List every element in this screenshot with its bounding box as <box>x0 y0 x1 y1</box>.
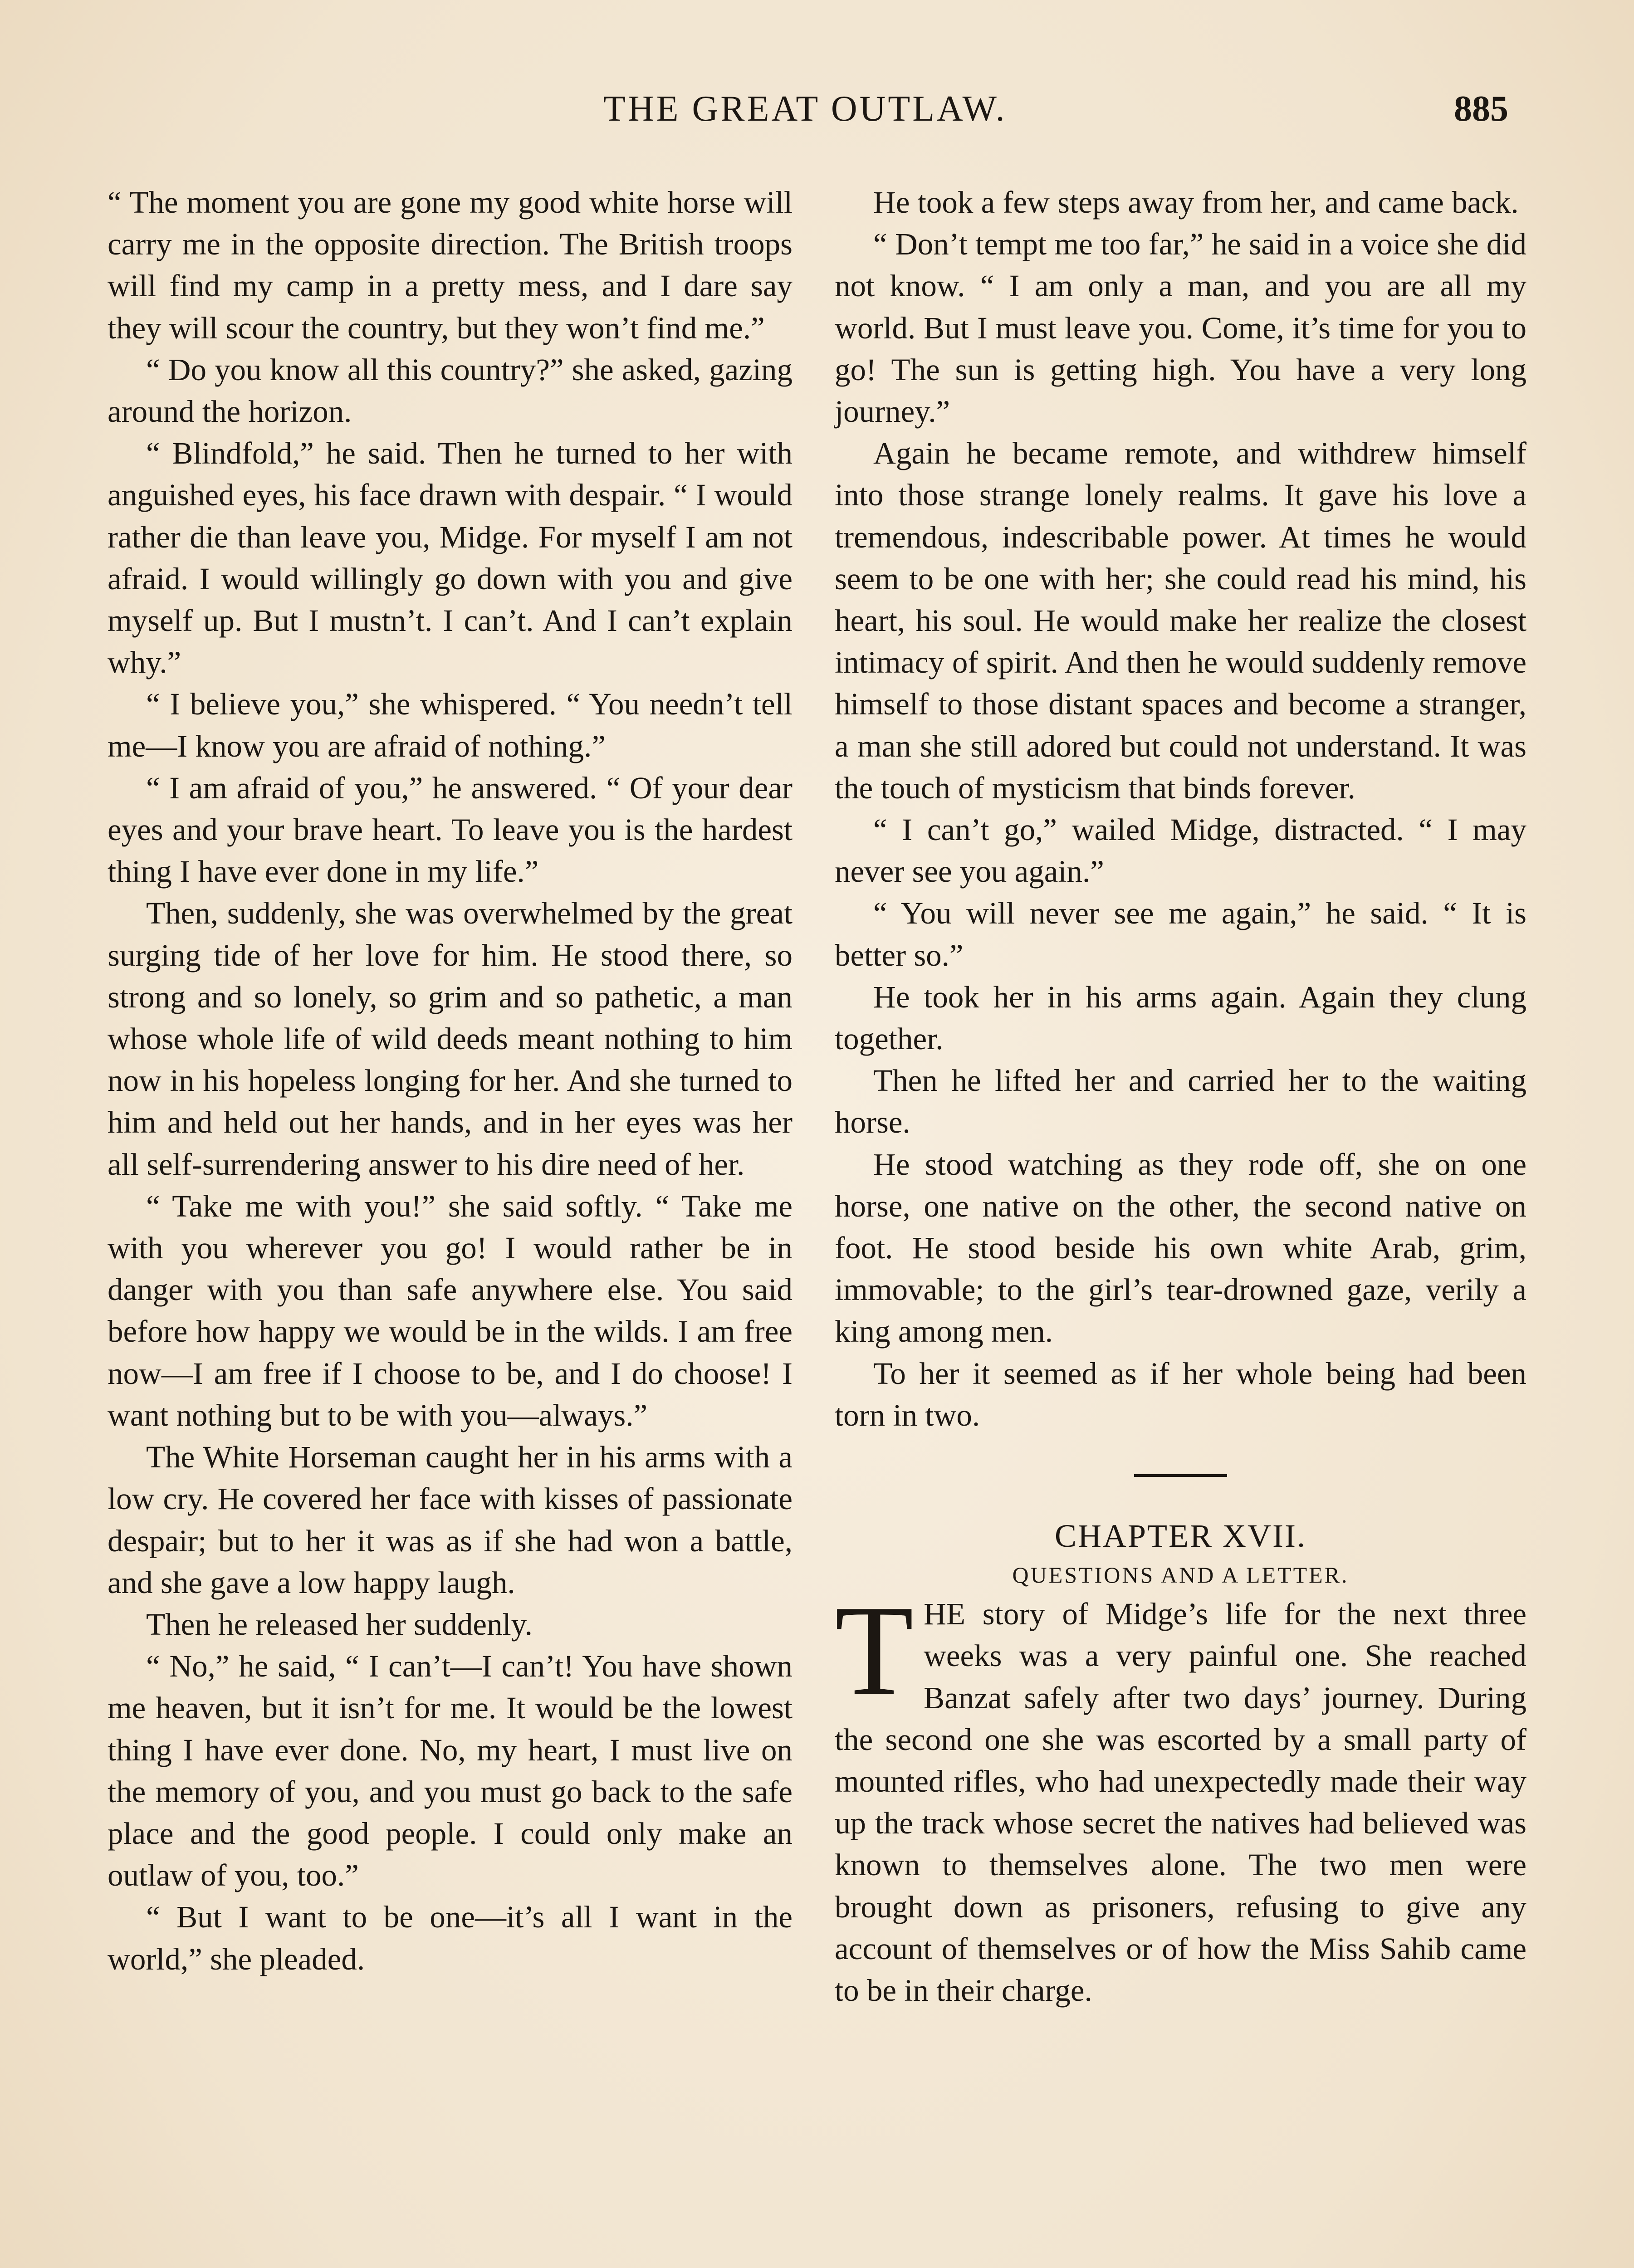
section-divider <box>1134 1474 1227 1477</box>
paragraph: “ I am afraid of you,” he answered. “ Of your dear eyes and your brave heart. To leave you is the hardest thing I have ever done in my life.” <box>108 770 793 889</box>
paragraph: To her it seemed as if her whole being had been torn in two. <box>835 1356 1526 1432</box>
paragraph: “ Don’t tempt me too far,” he said in a voice she did not know. “ I am only a man, and you are all my world. But I must leave you. Come, it’s time for you to go! The sun is getting high. You have a very long journey.” <box>835 227 1526 429</box>
paragraph: “ Blindfold,” he said. Then he turned to her with anguished eyes, his face drawn with despair. “ I would rather die than leave you, Midge. For myself I am not afraid. I would willingly go down with you and give myself up. But I mustn’t. I can’t. And I can’t explain why.” <box>108 436 793 680</box>
paragraph: He took her in his arms again. Again they clung together. <box>835 979 1526 1056</box>
running-title: THE GREAT OUTLAW. <box>603 89 1007 129</box>
left-column <box>108 181 793 1980</box>
paragraph: The White Horseman caught her in his arms with a low cry. He covered her face with kisses of passionate despair; but to her it was as if she had won a battle, and she gave a low happy laugh. <box>108 1440 793 1600</box>
paragraph: “ I can’t go,” wailed Midge, distracted. “ I may never see you again.” <box>835 812 1526 889</box>
paragraph: “ But I want to be one—it’s all I want in the world,” she pleaded. <box>108 1900 793 1976</box>
paragraph: “ No,” he said, “ I can’t—I can’t! You have shown me heaven, but it isn’t for me. It would be the lowest thing I have ever done. No, my heart, I must live on the memory of you, and you must go back to the safe place and the good people. I could only make an outlaw of you, too.” <box>108 1649 793 1893</box>
chapter-opening-text: HE story of Midge’s life for the next three weeks was a very painful one. She reached Banzat safely after two days’ journey. During the second one she was escorted by a small party of mounted rifles, who had unexpectedly made their way up the track whose secret the natives had believed was known to themselves alone. The two men were brought down as prisoners, refusing to give any account of themselves or of how the Miss Sahib came to be in their charge. <box>835 1597 1526 2008</box>
paragraph: Then he lifted her and carried her to the waiting horse. <box>835 1063 1526 1140</box>
drop-cap: T <box>835 1579 914 1722</box>
chapter-subheading: QUESTIONS AND A LETTER. <box>1012 1562 1349 1588</box>
paragraph: Then he released her suddenly. <box>146 1607 533 1642</box>
paragraph: “ The moment you are gone my good white horse will carry me in the opposite direction. The British troops will find my camp in a pretty mess, and I dare say they will scour the country, but they won’t find me.” <box>108 185 793 345</box>
paragraph: “ Do you know all this country?” she asked, gazing around the horizon. <box>108 352 793 429</box>
page-header <box>0 88 1634 138</box>
paragraph: “ You will never see me again,” he said. “ It is better so.” <box>835 896 1526 973</box>
paragraph: Again he became remote, and withdrew himself into those strange lonely realms. It gave his love a tremendous, indescribable power. At times he would seem to be one with her; she could read his mind, his heart, his soul. He would make her realize the closest intimacy of spirit. And then he would suddenly remove himself to those distant spaces and become a stranger, a man she still adored but could not understand. It was the touch of mysticism that binds forever. <box>835 436 1526 805</box>
paragraph: Then, suddenly, she was overwhelmed by the great surging tide of her love for him. He stood there, so strong and so lonely, so grim and so pathetic, a man whose whole life of wild deeds meant nothing to him now in his hopeless longing for her. And she turned to him and held out her hands, and in her eyes was her all self-surrendering answer to his dire need of her. <box>108 896 793 1182</box>
paragraph: He stood watching as they rode off, she on one horse, one native on the other, the second native on foot. He stood beside his own white Arab, grim, immovable; to the girl’s tear-drowned gaze, verily a king among men. <box>835 1147 1526 1349</box>
paragraph: He took a few steps away from her, and came back. <box>873 185 1519 220</box>
chapter-opening-paragraph <box>835 1579 1526 2011</box>
paragraph: “ I believe you,” she whispered. “ You needn’t tell me—I know you are afraid of nothing.” <box>108 687 793 763</box>
chapter-heading: CHAPTER XVII. <box>1055 1518 1306 1554</box>
right-column <box>835 181 1526 2011</box>
paragraph: “ Take me with you!” she said softly. “ Take me with you wherever you go! I would rather be in danger with you than safe anywhere else. You said before how happy we would be in the wilds. I am free now—I am free if I choose to be, and I do choose! I want nothing but to be with you—always.” <box>108 1188 793 1432</box>
page-number: 885 <box>1454 89 1508 129</box>
